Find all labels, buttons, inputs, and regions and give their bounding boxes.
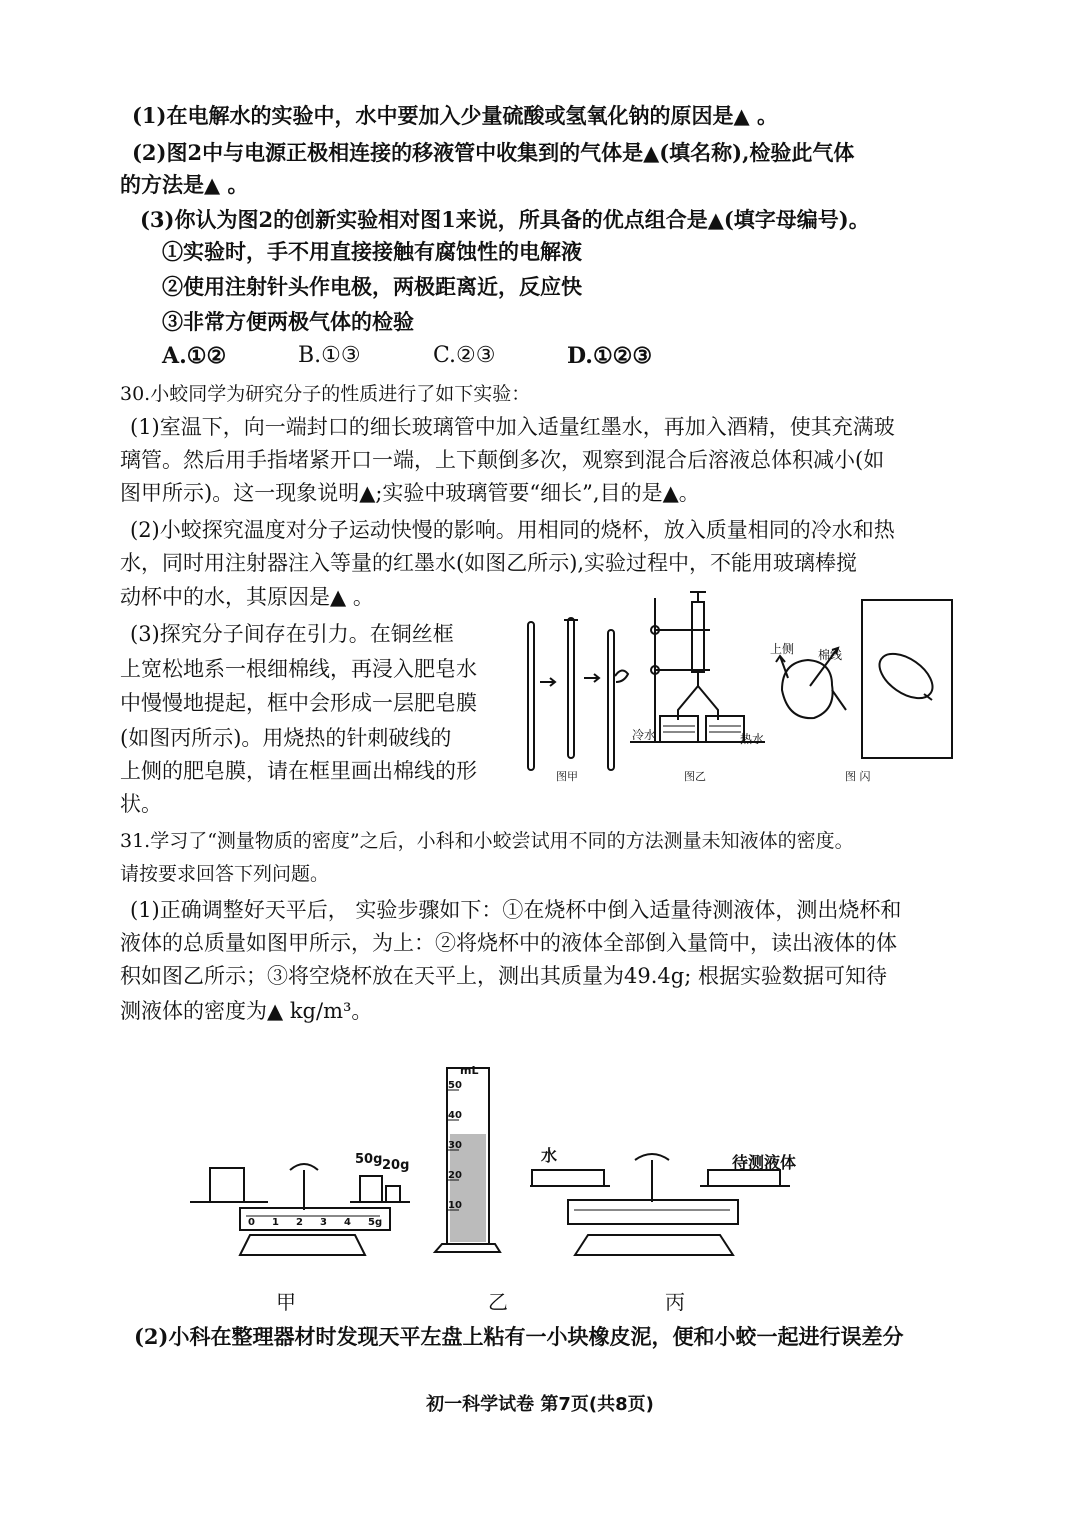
q30-p1-line1: (1)室温下，向一端封口的细长玻璃管中加入适量红墨水，再加入酒精，使其充满玻 xyxy=(130,415,895,439)
cotton-thread-label: 棉线 xyxy=(818,648,843,662)
q29-part2-line2: 的方法是▲ 。 xyxy=(120,172,249,197)
q29-option-a: A.①② xyxy=(162,343,227,369)
q30-p3-line1: (3)探究分子间存在引力。在铜丝框 xyxy=(130,622,454,646)
figure-bing-caption: 丙 xyxy=(665,1290,685,1314)
cold-water-label: 冷水 xyxy=(632,728,657,742)
q30-p3-line6: 状。 xyxy=(120,792,162,816)
q29-item-1: ①实验时，手不用直接接触有腐蚀性的电解液 xyxy=(162,239,582,264)
cylinder-tick-50: 50 xyxy=(448,1080,462,1091)
fig-yi-caption: 图乙 xyxy=(684,770,706,783)
q29-option-c: C.②③ xyxy=(433,343,496,368)
weight-50g-label: 50g xyxy=(355,1152,383,1167)
q30-p3-line3: 中慢慢地提起，框中会形成一层肥皂膜 xyxy=(120,691,477,715)
q29-option-d: D.①②③ xyxy=(567,343,653,369)
figure-yi-caption: 乙 xyxy=(488,1290,508,1314)
q31-figure xyxy=(180,1060,820,1260)
q29-item-3: ③非常方便两极气体的检验 xyxy=(162,309,414,334)
cylinder-tick-10: 10 xyxy=(448,1200,462,1211)
q31-title-line1: 31.学习了“测量物质的密度”之后，小科和小蛟尝试用不同的方法测量未知液体的密度。 xyxy=(120,830,854,852)
upper-side-label: 上侧 xyxy=(770,642,795,656)
q31-part2: (2)小科在整理器材时发现天平左盘上粘有一小块橡皮泥，便和小蛟一起进行误差分 xyxy=(134,1324,904,1349)
q30-p3-line2: 上宽松地系一根细棉线，再浸入肥皂水 xyxy=(120,657,477,681)
cylinder-tick-30: 30 xyxy=(448,1140,462,1151)
scale-tick-1: 1 xyxy=(272,1217,279,1228)
balance-jia xyxy=(190,1164,410,1255)
q30-p2-line3: 动杯中的水，其原因是▲ 。 xyxy=(120,585,374,609)
cylinder-tick-20: 20 xyxy=(448,1170,462,1181)
fig-yi-stand xyxy=(630,592,765,742)
fig-bing-loop xyxy=(776,600,952,758)
q30-p1-line3: 图甲所示)。这一现象说明▲;实验中玻璃管要“细长”,目的是▲。 xyxy=(120,481,700,505)
q29-part2-line1: (2)图2中与电源正极相连接的移液管中收集到的气体是▲(填名称),检验此气体 xyxy=(132,140,855,165)
q31-p1-line3: 积如图乙所示；③将空烧杯放在天平上，测出其质量为49.4g; 根据实验数据可知待 xyxy=(120,964,887,988)
cylinder-tick-40: 40 xyxy=(448,1110,462,1121)
scale-tick-3: 3 xyxy=(320,1217,327,1228)
hot-water-label: 热水 xyxy=(740,732,765,746)
q30-p2-line1: (2)小蛟探究温度对分子运动快慢的影响。用相同的烧杯，放入质量相同的冷水和热 xyxy=(130,518,895,542)
scale-tick-0: 0 xyxy=(248,1217,255,1228)
q29-option-b: B.①③ xyxy=(298,343,361,368)
q30-title: 30.小蛟同学为研究分子的性质进行了如下实验： xyxy=(120,383,531,405)
weight-20g-label: 20g xyxy=(382,1158,410,1173)
q29-part1: (1)在电解水的实验中，水中要加入少量硫酸或氢氧化钠的原因是▲ 。 xyxy=(132,103,778,128)
q30-figure xyxy=(520,590,960,790)
q31-p1-line1: (1)正确调整好天平后， 实验步骤如下：①在烧杯中倒入适量待测液体，测出烧杯和 xyxy=(130,898,902,922)
fig-jia-caption: 图甲 xyxy=(556,770,578,783)
page-footer: 初一科学试卷 第7页(共8页) xyxy=(426,1394,654,1415)
figure-jia-caption: 甲 xyxy=(276,1290,296,1314)
q31-title-line2: 请按要求回答下列问题。 xyxy=(120,863,330,885)
q29-part3: (3)你认为图2的创新实验相对图1来说，所具备的优点组合是▲(填字母编号)。 xyxy=(140,207,870,232)
q29-item-2: ②使用注射针头作电极，两极距离近，反应快 xyxy=(162,274,582,299)
q31-p1-line2: 液体的总质量如图甲所示，为上：②将烧杯中的液体全部倒入量筒中，读出液体的体 xyxy=(120,931,897,955)
water-label: 水 xyxy=(541,1146,558,1165)
scale-tick-4: 4 xyxy=(344,1217,351,1228)
q31-p1-line4: 测液体的密度为▲ kg/m³。 xyxy=(120,999,373,1023)
fig-jia-tubes xyxy=(528,618,628,770)
q30-p1-line2: 璃管。然后用手指堵紧开口一端，上下颠倒多次，观察到混合后溶液总体积减小(如 xyxy=(120,448,885,472)
fig-bing-caption: 图 闪 xyxy=(845,770,871,783)
scale-tick-5g: 5g xyxy=(368,1217,383,1228)
cylinder-unit-label: mL xyxy=(460,1064,479,1077)
q30-p2-line2: 水，同时用注射器注入等量的红墨水(如图乙所示),实验过程中，不能用玻璃棒搅 xyxy=(120,551,858,575)
fig-yi-water-lines xyxy=(663,726,741,732)
q30-p3-line5: 上侧的肥皂膜，请在框里画出棉线的形 xyxy=(120,759,477,783)
q30-p3-line4: (如图丙所示)。用烧热的针刺破线的 xyxy=(120,726,452,750)
liquid-under-test-label: 待测液体 xyxy=(732,1153,797,1172)
scale-tick-2: 2 xyxy=(296,1217,303,1228)
